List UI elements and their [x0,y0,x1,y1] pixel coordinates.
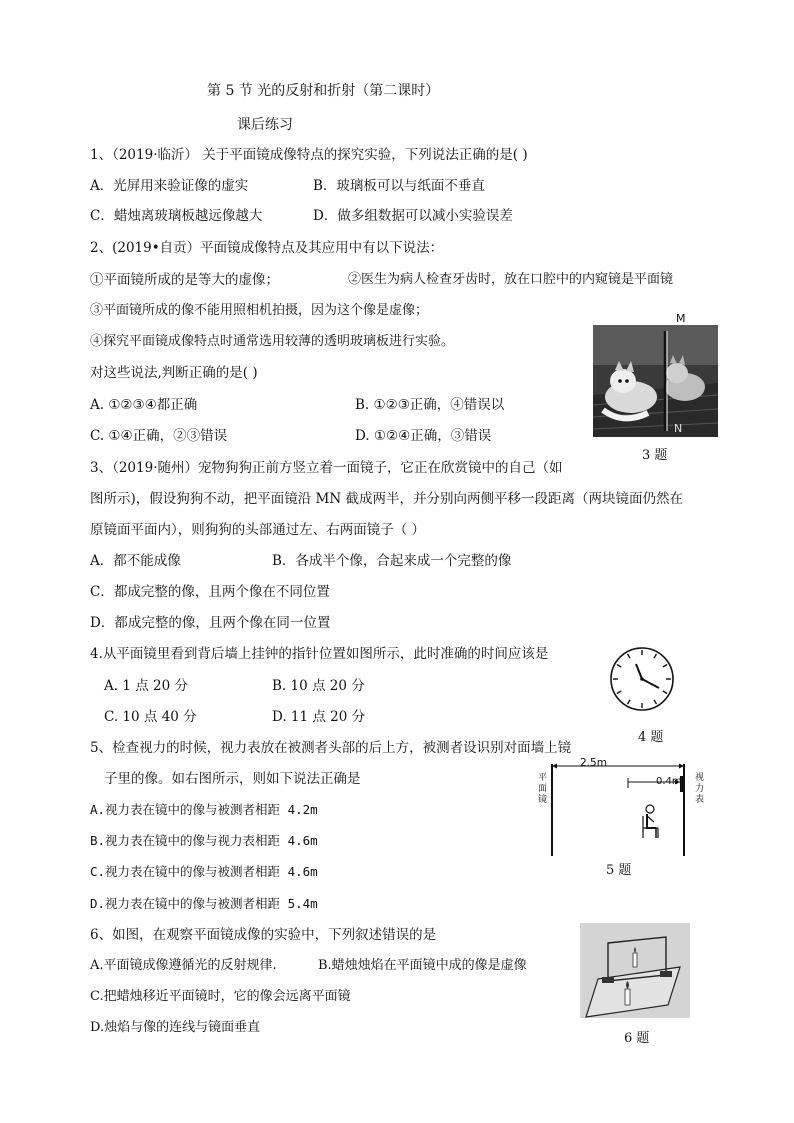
q5-line-1: 5、检查视力的时候，视力表放在被测者头部的后上方，被测者设识别对面墙上镜 [90,740,572,756]
q5-caption: 5 题 [606,863,632,878]
q6-stem: 6、如图，在观察平面镜成像的实验中，下列叙述错误的是 [90,927,437,943]
q6-caption: 6 题 [624,1031,650,1046]
q6-option-b: B.蜡烛烛焰在平面镜中成的像是虚像 [318,958,527,973]
q1-option-b: B．玻璃板可以与纸面不垂直 [313,178,485,194]
q3-option-a: A．都不能成像 [90,553,181,569]
q6-option-d: D.烛焰与像的连线与镜面垂直 [90,1020,261,1035]
q4-stem: 4.从平面镜里看到背后墙上挂钟的指针位置如图所示，此时准确的时间应该是 [90,646,549,662]
q4-option-a: A. 1 点 20 分 [104,678,188,694]
q3-line-1: 3、（2019·随州）宠物狗狗正前方竖立着一面镜子，它正在欣赏镜中的自己（如 [90,460,563,476]
q2-option-c: C. ①④正确，②③错误 [90,428,228,444]
q2-statement-3: ③平面镜所成的像不能用照相机拍摄，因为这个像是虚像； [90,303,429,318]
q3-line-2: 图所示)，假设狗狗不动，把平面镜沿 MN 截成两半，并分别向两侧平移一段距离（两块镜面仍然在 [90,491,683,507]
q2-statement-2: ②医生为病人检查牙齿时，放在口腔中的内窥镜是平面镜 [348,272,674,287]
q4-option-b: B. 10 点 20 分 [272,678,365,694]
q4-option-c: C. 10 点 40 分 [104,709,197,725]
q2-option-a: A. ①②③④都正确 [90,397,198,413]
page-title: 第 5 节 光的反射和折射（第二课时） [207,83,440,99]
q5-option-a: A.视力表在镜中的像与被测者相距 4.2m [90,802,318,817]
q4-clock-icon [609,646,675,712]
q2-statement-1: ①平面镜所成的是等大的虚像； [90,272,279,288]
q2-statement-4: ④探究平面镜成像特点时通常选用较薄的透明玻璃板进行实验。 [90,334,455,349]
q4-caption: 4 题 [638,730,664,745]
q6-candle-mirror-photo [580,923,690,1018]
q5-option-c: C.视力表在镜中的像与被测者相距 4.6m [90,864,318,879]
q1-stem: 1、（2019·临沂） 关于平面镜成像特点的探究实验，下列说法正确的是( ) [90,147,528,163]
q5-option-d: D.视力表在镜中的像与被测者相距 5.4m [90,896,318,911]
page-subtitle: 课后练习 [237,117,293,133]
q2-option-d: D. ①②④正确，③错误 [355,428,492,444]
q2-option-b: B. ①②③正确，④错误以 [355,397,505,413]
q3-line-3: 原镜面平面内），则狗狗的头部通过左、右两面镜子（ ） [90,522,426,538]
q6-option-c: C.把蜡烛移近平面镜时，它的像会远离平面镜 [90,989,351,1004]
q5-dist-small: 0.4m [656,776,682,787]
q1-option-a: A．光屏用来验证像的虚实 [90,178,249,194]
q3-option-b: B．各成半个像，合起来成一个完整的像 [272,553,512,569]
q3-label-m: M [676,312,686,325]
q6-option-a: A.平面镜成像遵循光的反射规律. [90,958,277,973]
q2-stem: 2、(2019•自贡）平面镜成像特点及其应用中有以下说法： [90,240,444,256]
q1-option-c: C．蜡烛离玻璃板越远像越大 [90,208,263,224]
q3-option-d: D．都成完整的像，且两个像在同一位置 [90,615,331,631]
q1-option-d: D．做多组数据可以减小实验误差 [313,208,513,224]
q5-dist-total: 2.5m [580,757,607,769]
q3-label-n: N [674,422,683,435]
q2-judge: 对这些说法,判断正确的是( ) [90,365,258,381]
q5-option-b: B.视力表在镜中的像与视力表相距 4.6m [90,833,318,848]
q5-chart-label: 视力表 [695,773,705,805]
q3-dog-mirror-photo [593,325,718,437]
q3-option-c: C．都成完整的像，且两个像在不同位置 [90,584,330,600]
q3-caption: 3 题 [642,448,668,463]
q5-line-2: 子里的像。如右图所示，则如下说法正确是 [104,771,361,787]
q4-option-d: D. 11 点 20 分 [272,709,366,725]
q5-mirror-label: 平面镜 [538,773,548,805]
q5-eye-test-diagram [530,758,715,858]
